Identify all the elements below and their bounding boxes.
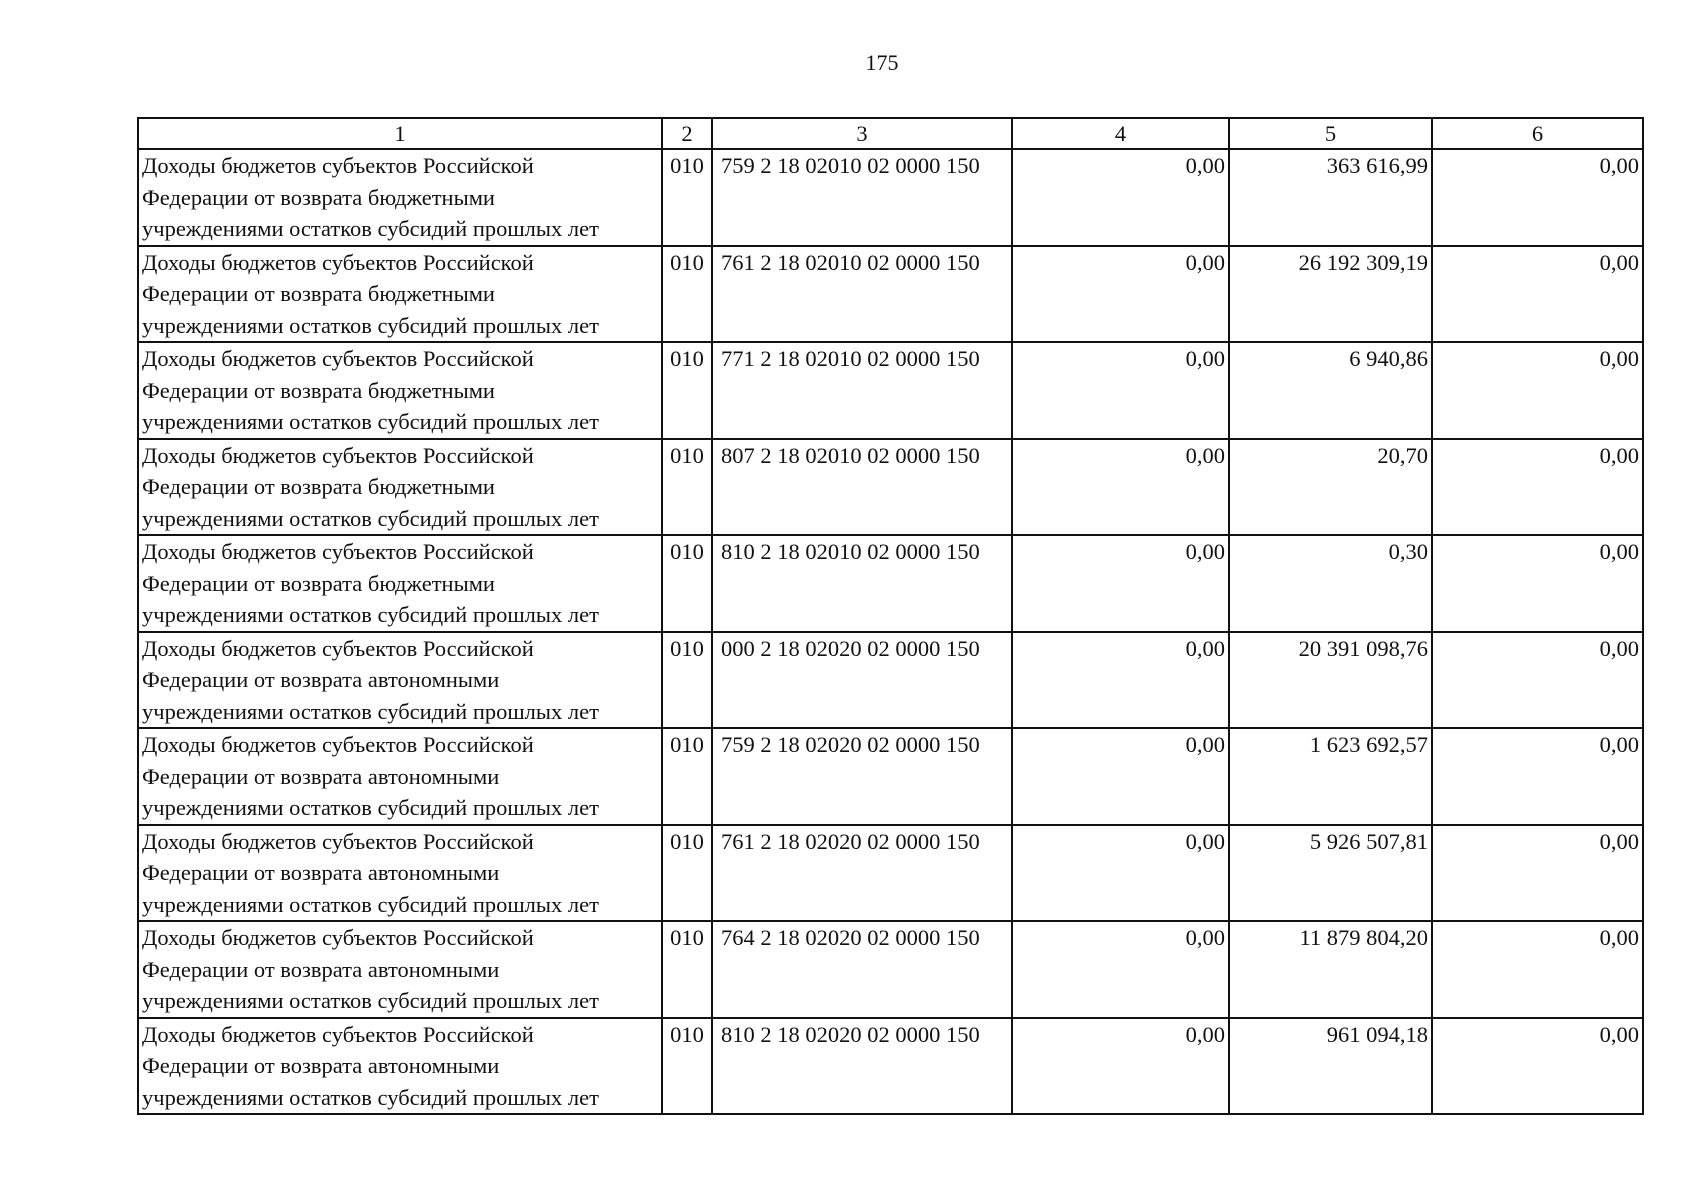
row-name-line: Доходы бюджетов субъектов Российской: [142, 1021, 534, 1047]
row-code-cell: 010: [662, 825, 712, 922]
row-col6-cell: 0,00: [1432, 632, 1643, 729]
row-col6-cell: 0,00: [1432, 342, 1643, 439]
row-name-line: Доходы бюджетов субъектов Российской: [142, 442, 534, 468]
table-row: [138, 246, 1643, 343]
row-name-cell: [138, 632, 662, 729]
row-col5-cell: 6 940,86: [1229, 342, 1432, 439]
row-name-cell: [138, 246, 662, 343]
header-cell: 6: [1432, 118, 1643, 149]
row-name-cell: [138, 1018, 662, 1115]
row-col4-cell: 0,00: [1012, 246, 1229, 343]
row-kbk-cell: 810 2 18 02020 02 0000 150: [712, 1018, 1012, 1115]
row-name-cell: [138, 728, 662, 825]
row-name-cell: [138, 535, 662, 632]
row-name-line: учреждениями остатков субсидий прошлых лет: [142, 698, 599, 724]
row-name-cell: [138, 825, 662, 922]
row-col4-cell: 0,00: [1012, 921, 1229, 1018]
row-col5-cell: 11 879 804,20: [1229, 921, 1432, 1018]
row-code-cell: 010: [662, 728, 712, 825]
row-col6-cell: 0,00: [1432, 439, 1643, 536]
row-name-line: Доходы бюджетов субъектов Российской: [142, 153, 534, 178]
row-name-cell: [138, 439, 662, 536]
row-name-cell: [138, 342, 662, 439]
table-row: [138, 632, 1643, 729]
header-cell: 5: [1229, 118, 1432, 149]
row-kbk-cell: 759 2 18 02020 02 0000 150: [712, 728, 1012, 825]
row-name-line: учреждениями остатков субсидий прошлых лет: [142, 891, 599, 917]
row-name-line: Доходы бюджетов субъектов Российской: [142, 732, 534, 757]
table-row: [138, 728, 1643, 825]
row-name-line: Федерации от возврата автономными: [142, 763, 500, 789]
row-col4-cell: 0,00: [1012, 1018, 1229, 1115]
budget-table: [137, 117, 1644, 1115]
row-col4-cell: 0,00: [1012, 149, 1229, 246]
row-name-line: учреждениями остатков субсидий прошлых лет: [142, 505, 599, 531]
table-row: [138, 342, 1643, 439]
row-col4-cell: 0,00: [1012, 825, 1229, 922]
header-cell: 1: [138, 118, 662, 149]
row-name-line: Доходы бюджетов субъектов Российской: [142, 828, 534, 854]
row-col5-cell: 961 094,18: [1229, 1018, 1432, 1115]
header-cell: 4: [1012, 118, 1229, 149]
table-row: [138, 439, 1643, 536]
row-name-line: учреждениями остатков субсидий прошлых лет: [142, 216, 599, 241]
row-col5-cell: 20,70: [1229, 439, 1432, 536]
row-code-cell: 010: [662, 632, 712, 729]
row-col6-cell: 0,00: [1432, 825, 1643, 922]
row-name-line: Федерации от возврата бюджетными: [142, 184, 495, 210]
row-name-line: Федерации от возврата бюджетными: [142, 377, 495, 403]
row-kbk-cell: 000 2 18 02020 02 0000 150: [712, 632, 1012, 729]
header-cell: 2: [662, 118, 712, 149]
table-body: [138, 118, 1643, 1114]
header-row: [138, 118, 1643, 149]
row-col6-cell: 0,00: [1432, 246, 1643, 343]
row-col6-cell: 0,00: [1432, 1018, 1643, 1115]
row-col5-cell: 1 623 692,57: [1229, 728, 1432, 825]
row-name-cell: [138, 149, 662, 246]
row-kbk-cell: 759 2 18 02010 02 0000 150: [712, 149, 1012, 246]
row-col5-cell: 26 192 309,19: [1229, 246, 1432, 343]
row-name-line: Федерации от возврата бюджетными: [142, 281, 495, 306]
row-name-line: учреждениями остатков субсидий прошлых лет: [142, 409, 599, 434]
row-name-line: Федерации от возврата бюджетными: [142, 570, 495, 596]
row-col5-cell: 20 391 098,76: [1229, 632, 1432, 729]
header-cell: 3: [712, 118, 1012, 149]
page-number: 175: [865, 50, 899, 75]
row-name-cell: [138, 921, 662, 1018]
row-col4-cell: 0,00: [1012, 342, 1229, 439]
row-kbk-cell: 764 2 18 02020 02 0000 150: [712, 921, 1012, 1018]
row-code-cell: 010: [662, 1018, 712, 1115]
row-code-cell: 010: [662, 439, 712, 536]
row-name-line: Доходы бюджетов субъектов Российской: [142, 539, 534, 564]
row-name-line: Доходы бюджетов субъектов Российской: [142, 249, 534, 275]
row-kbk-cell: 761 2 18 02020 02 0000 150: [712, 825, 1012, 922]
row-col5-cell: 5 926 507,81: [1229, 825, 1432, 922]
table-row: [138, 535, 1643, 632]
row-col6-cell: 0,00: [1432, 535, 1643, 632]
row-name-line: Федерации от возврата автономными: [142, 667, 500, 692]
row-col6-cell: 0,00: [1432, 149, 1643, 246]
table-row: [138, 1018, 1643, 1115]
row-kbk-cell: 810 2 18 02010 02 0000 150: [712, 535, 1012, 632]
row-code-cell: 010: [662, 535, 712, 632]
row-name-line: учреждениями остатков субсидий прошлых лет: [142, 988, 599, 1013]
row-col4-cell: 0,00: [1012, 439, 1229, 536]
table-row: [138, 921, 1643, 1018]
row-col4-cell: 0,00: [1012, 535, 1229, 632]
row-name-line: Доходы бюджетов субъектов Российской: [142, 925, 534, 950]
row-name-line: Федерации от возврата автономными: [142, 1053, 500, 1078]
row-name-line: учреждениями остатков субсидий прошлых лет: [142, 795, 599, 820]
row-name-line: Федерации от возврата бюджетными: [142, 474, 495, 499]
row-code-cell: 010: [662, 342, 712, 439]
row-col5-cell: 363 616,99: [1229, 149, 1432, 246]
row-col5-cell: 0,30: [1229, 535, 1432, 632]
row-kbk-cell: 807 2 18 02010 02 0000 150: [712, 439, 1012, 536]
row-name-line: учреждениями остатков субсидий прошлых лет: [142, 602, 599, 627]
row-name-line: учреждениями остатков субсидий прошлых лет: [142, 312, 599, 338]
row-col6-cell: 0,00: [1432, 921, 1643, 1018]
row-name-line: Доходы бюджетов субъектов Российской: [142, 346, 534, 371]
row-code-cell: 010: [662, 921, 712, 1018]
row-kbk-cell: 761 2 18 02010 02 0000 150: [712, 246, 1012, 343]
row-col4-cell: 0,00: [1012, 632, 1229, 729]
row-name-line: Доходы бюджетов субъектов Российской: [142, 635, 534, 661]
row-name-line: Федерации от возврата автономными: [142, 860, 500, 885]
table-row: [138, 149, 1643, 246]
row-kbk-cell: 771 2 18 02010 02 0000 150: [712, 342, 1012, 439]
row-col4-cell: 0,00: [1012, 728, 1229, 825]
row-name-line: Федерации от возврата автономными: [142, 956, 500, 982]
row-code-cell: 010: [662, 149, 712, 246]
table-row: [138, 825, 1643, 922]
row-col6-cell: 0,00: [1432, 728, 1643, 825]
row-code-cell: 010: [662, 246, 712, 343]
row-name-line: учреждениями остатков субсидий прошлых лет: [142, 1084, 599, 1110]
